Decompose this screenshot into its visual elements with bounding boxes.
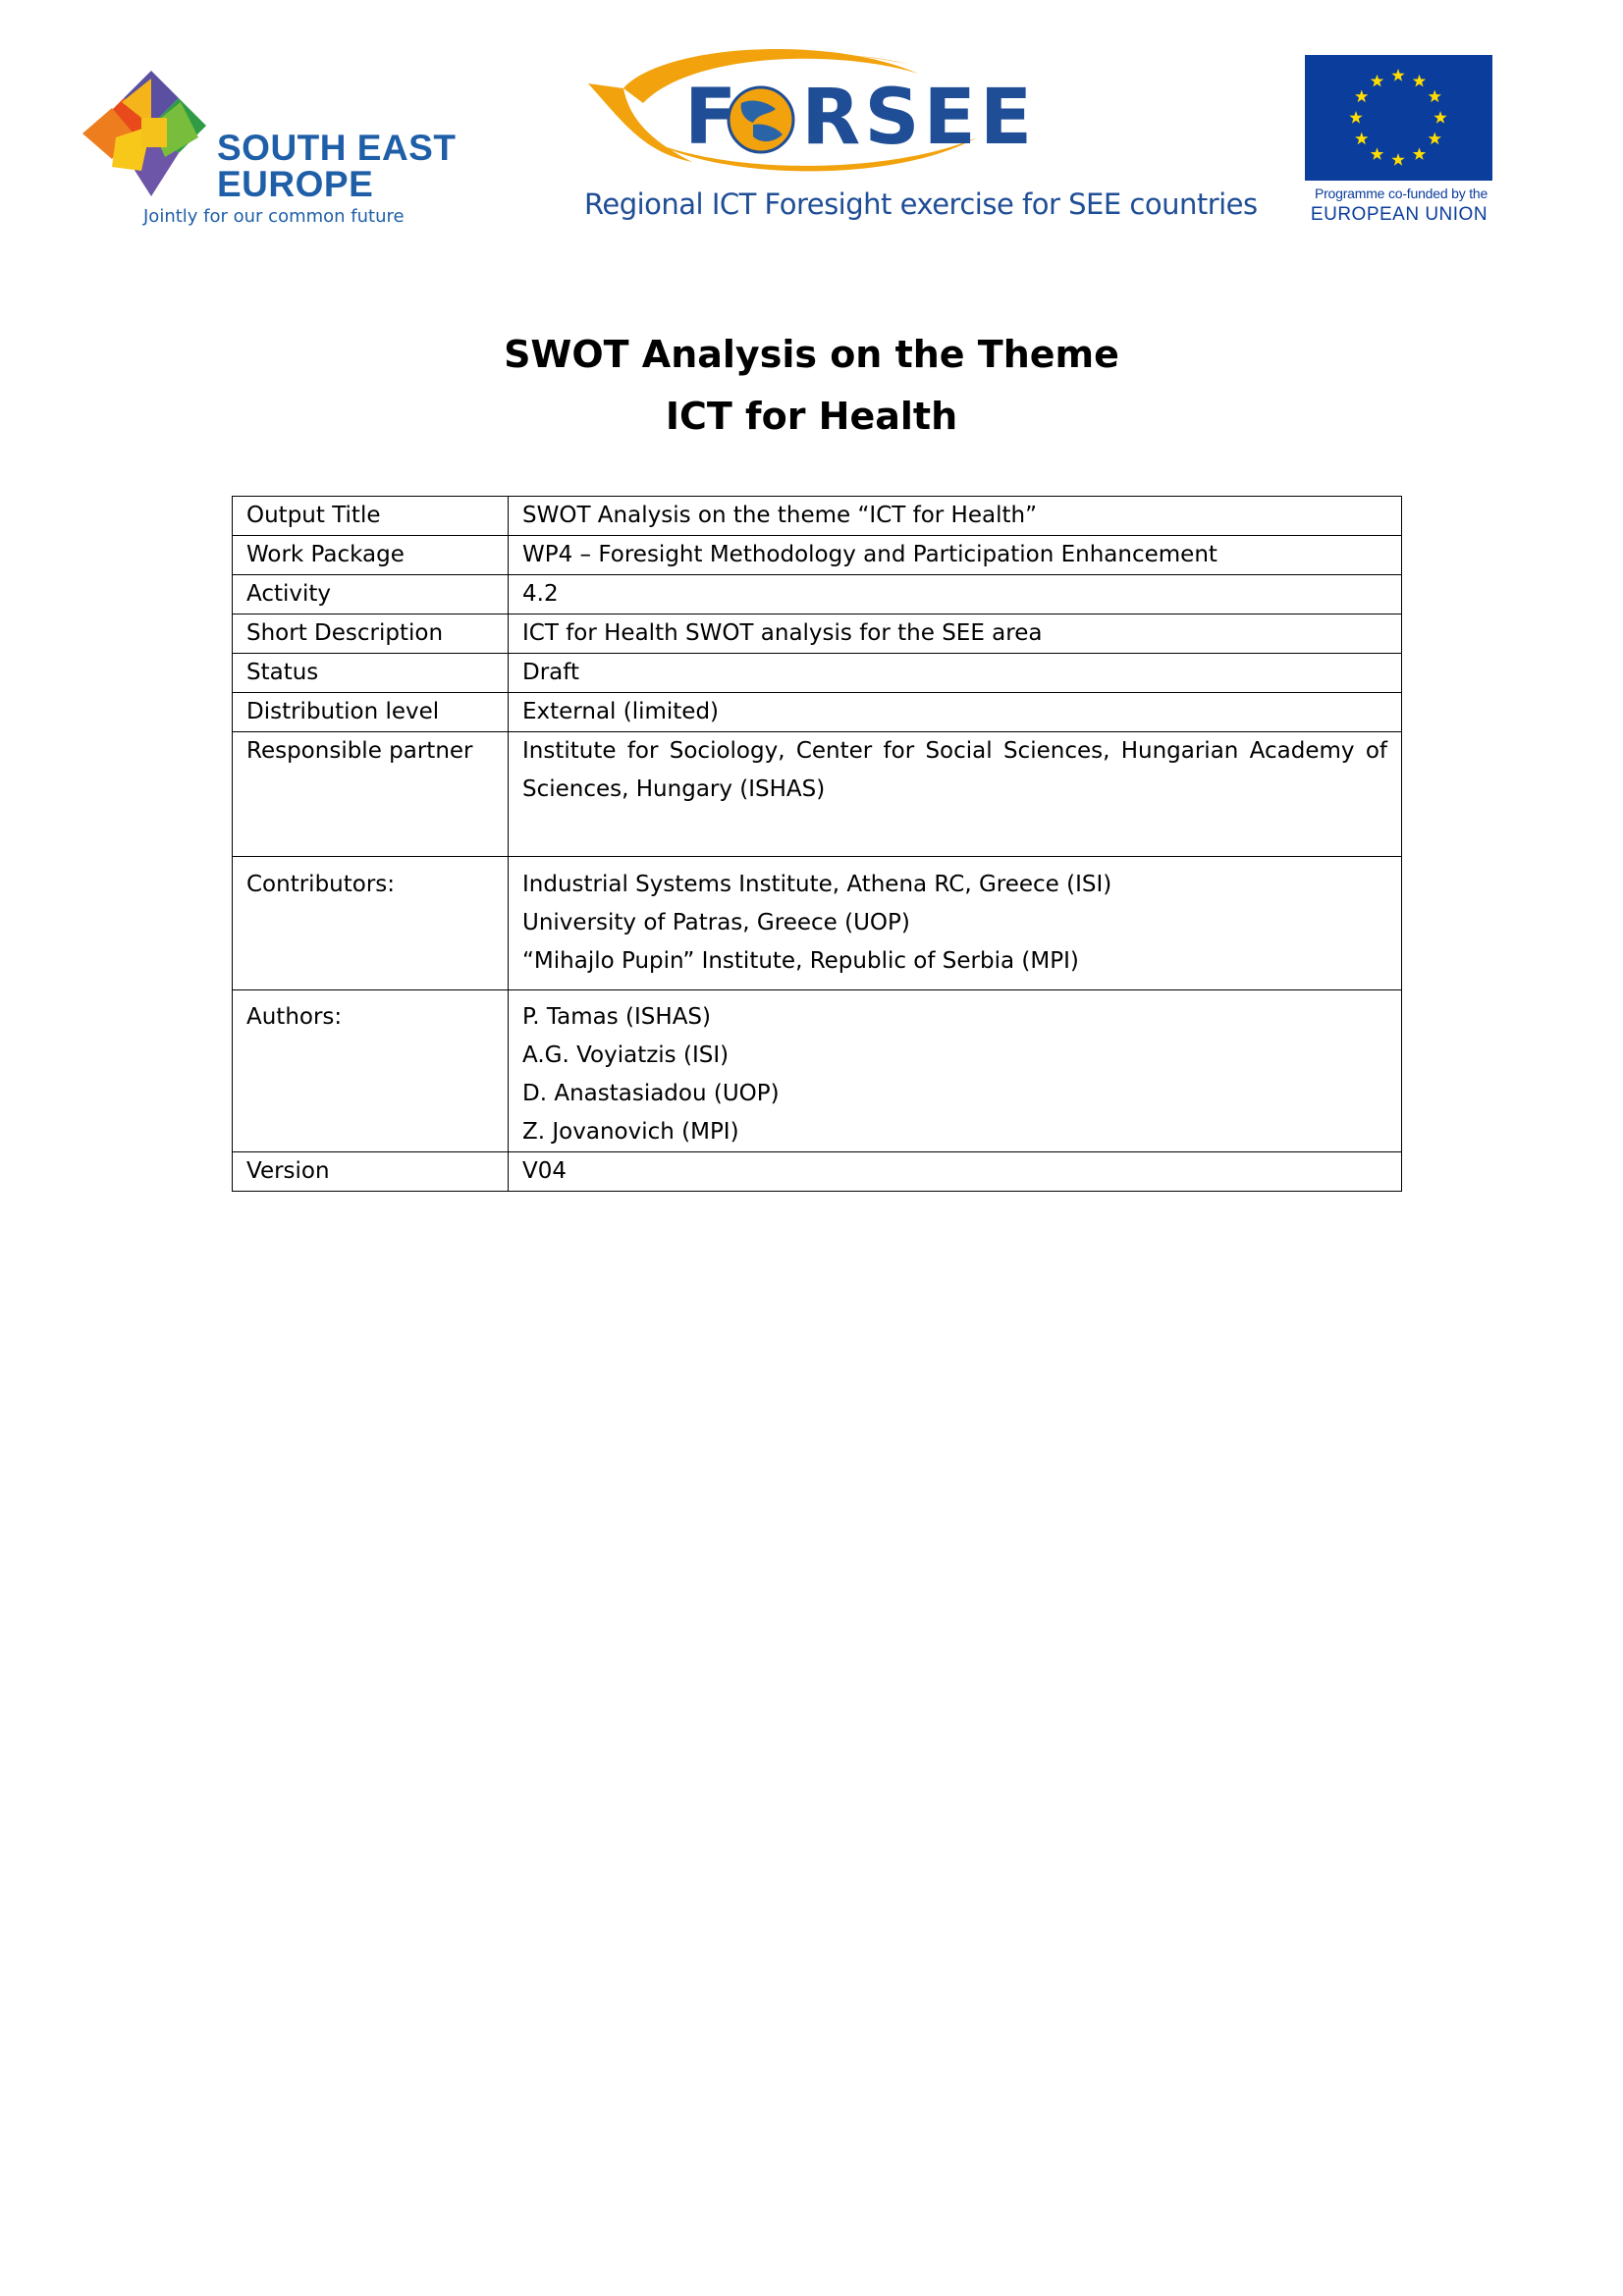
distribution-level-label: Distribution level [233, 693, 509, 732]
responsible-partner-value [509, 732, 1402, 857]
table-row [233, 732, 1402, 857]
document-info-table [232, 496, 1402, 1192]
see-logo-tagline: Jointly for our common future [143, 206, 405, 227]
eu-star-icon [1413, 147, 1426, 160]
work-package-value: WP4 – Foresight Methodology and Participation Enhancement [509, 536, 1402, 575]
forsee-wordmark-f: F [684, 74, 741, 162]
eu-star-icon [1349, 111, 1362, 124]
contributor-item: University of Patras, Greece (UOP) [522, 910, 910, 935]
output-title-value: SWOT Analysis on the theme “ICT for Health” [509, 497, 1402, 536]
output-title-label: Output Title [233, 497, 509, 536]
activity-value: 4.2 [509, 575, 1402, 614]
contributors-value [509, 857, 1402, 990]
status-value: Draft [509, 654, 1402, 693]
table-row [233, 536, 1402, 575]
document-title-line2: ICT for Health [665, 395, 958, 438]
see-logo-line1: SOUTH EAST [217, 128, 457, 168]
authors-value [509, 990, 1402, 1152]
table-row [233, 575, 1402, 614]
status-label: Status [233, 654, 509, 693]
see-flower-icon [82, 69, 220, 206]
document-title-line1: SWOT Analysis on the Theme [504, 333, 1119, 376]
table-row [233, 614, 1402, 654]
eu-logo-line1: Programme co-funded by the [1314, 186, 1488, 201]
forsee-logo [584, 44, 1258, 240]
version-label: Version [233, 1152, 509, 1192]
contributor-item: “Mihajlo Pupin” Institute, Republic of Serbia (MPI) [522, 948, 1079, 974]
version-value: V04 [509, 1152, 1402, 1192]
table-row [233, 497, 1402, 536]
see-logo-line2: EUROPE [217, 164, 374, 204]
eu-flag-icon [1305, 55, 1492, 181]
authors-label: Authors: [233, 990, 509, 1152]
distribution-level-value: External (limited) [509, 693, 1402, 732]
work-package-label: Work Package [233, 536, 509, 575]
eu-logo-line2: EUROPEAN UNION [1310, 204, 1488, 225]
eu-star-icon [1429, 133, 1441, 145]
contributors-label: Contributors: [233, 857, 509, 990]
eu-star-icon [1371, 147, 1383, 160]
forsee-wordmark [684, 76, 1036, 160]
eu-logo [1305, 55, 1501, 241]
contributor-item: Industrial Systems Institute, Athena RC, Greece (ISI) [522, 872, 1112, 897]
eu-star-icon [1355, 90, 1368, 103]
document-title [0, 324, 1623, 448]
forsee-subtitle: Regional ICT Foresight exercise for SEE countries [584, 187, 1258, 221]
table-row [233, 857, 1402, 990]
author-item: P. Tamas (ISHAS) [522, 1004, 711, 1030]
table-row [233, 693, 1402, 732]
activity-label: Activity [233, 575, 509, 614]
responsible-partner-label: Responsible partner [233, 732, 509, 857]
table-row [233, 1152, 1402, 1192]
eu-star-icon [1355, 133, 1368, 145]
eu-star-icon [1391, 69, 1404, 81]
responsible-partner-line1: Institute for Sociology, Center for Social Sciences, Hungarian Academy of [522, 738, 1387, 764]
eu-star-icon [1371, 75, 1383, 87]
short-description-value: ICT for Health SWOT analysis for the SEE area [509, 614, 1402, 654]
table-row [233, 990, 1402, 1152]
eu-star-icon [1429, 90, 1441, 103]
responsible-partner-line2: Sciences, Hungary (ISHAS) [522, 776, 826, 802]
south-east-europe-logo [82, 69, 475, 236]
eu-star-icon [1434, 111, 1446, 124]
eu-star-icon [1391, 153, 1404, 166]
author-item: Z. Jovanovich (MPI) [522, 1119, 739, 1145]
forsee-wordmark-rest: RSEE [801, 74, 1037, 162]
author-item: A.G. Voyiatzis (ISI) [522, 1042, 730, 1068]
table-row [233, 654, 1402, 693]
author-item: D. Anastasiadou (UOP) [522, 1081, 780, 1106]
short-description-label: Short Description [233, 614, 509, 654]
eu-star-icon [1413, 75, 1426, 87]
